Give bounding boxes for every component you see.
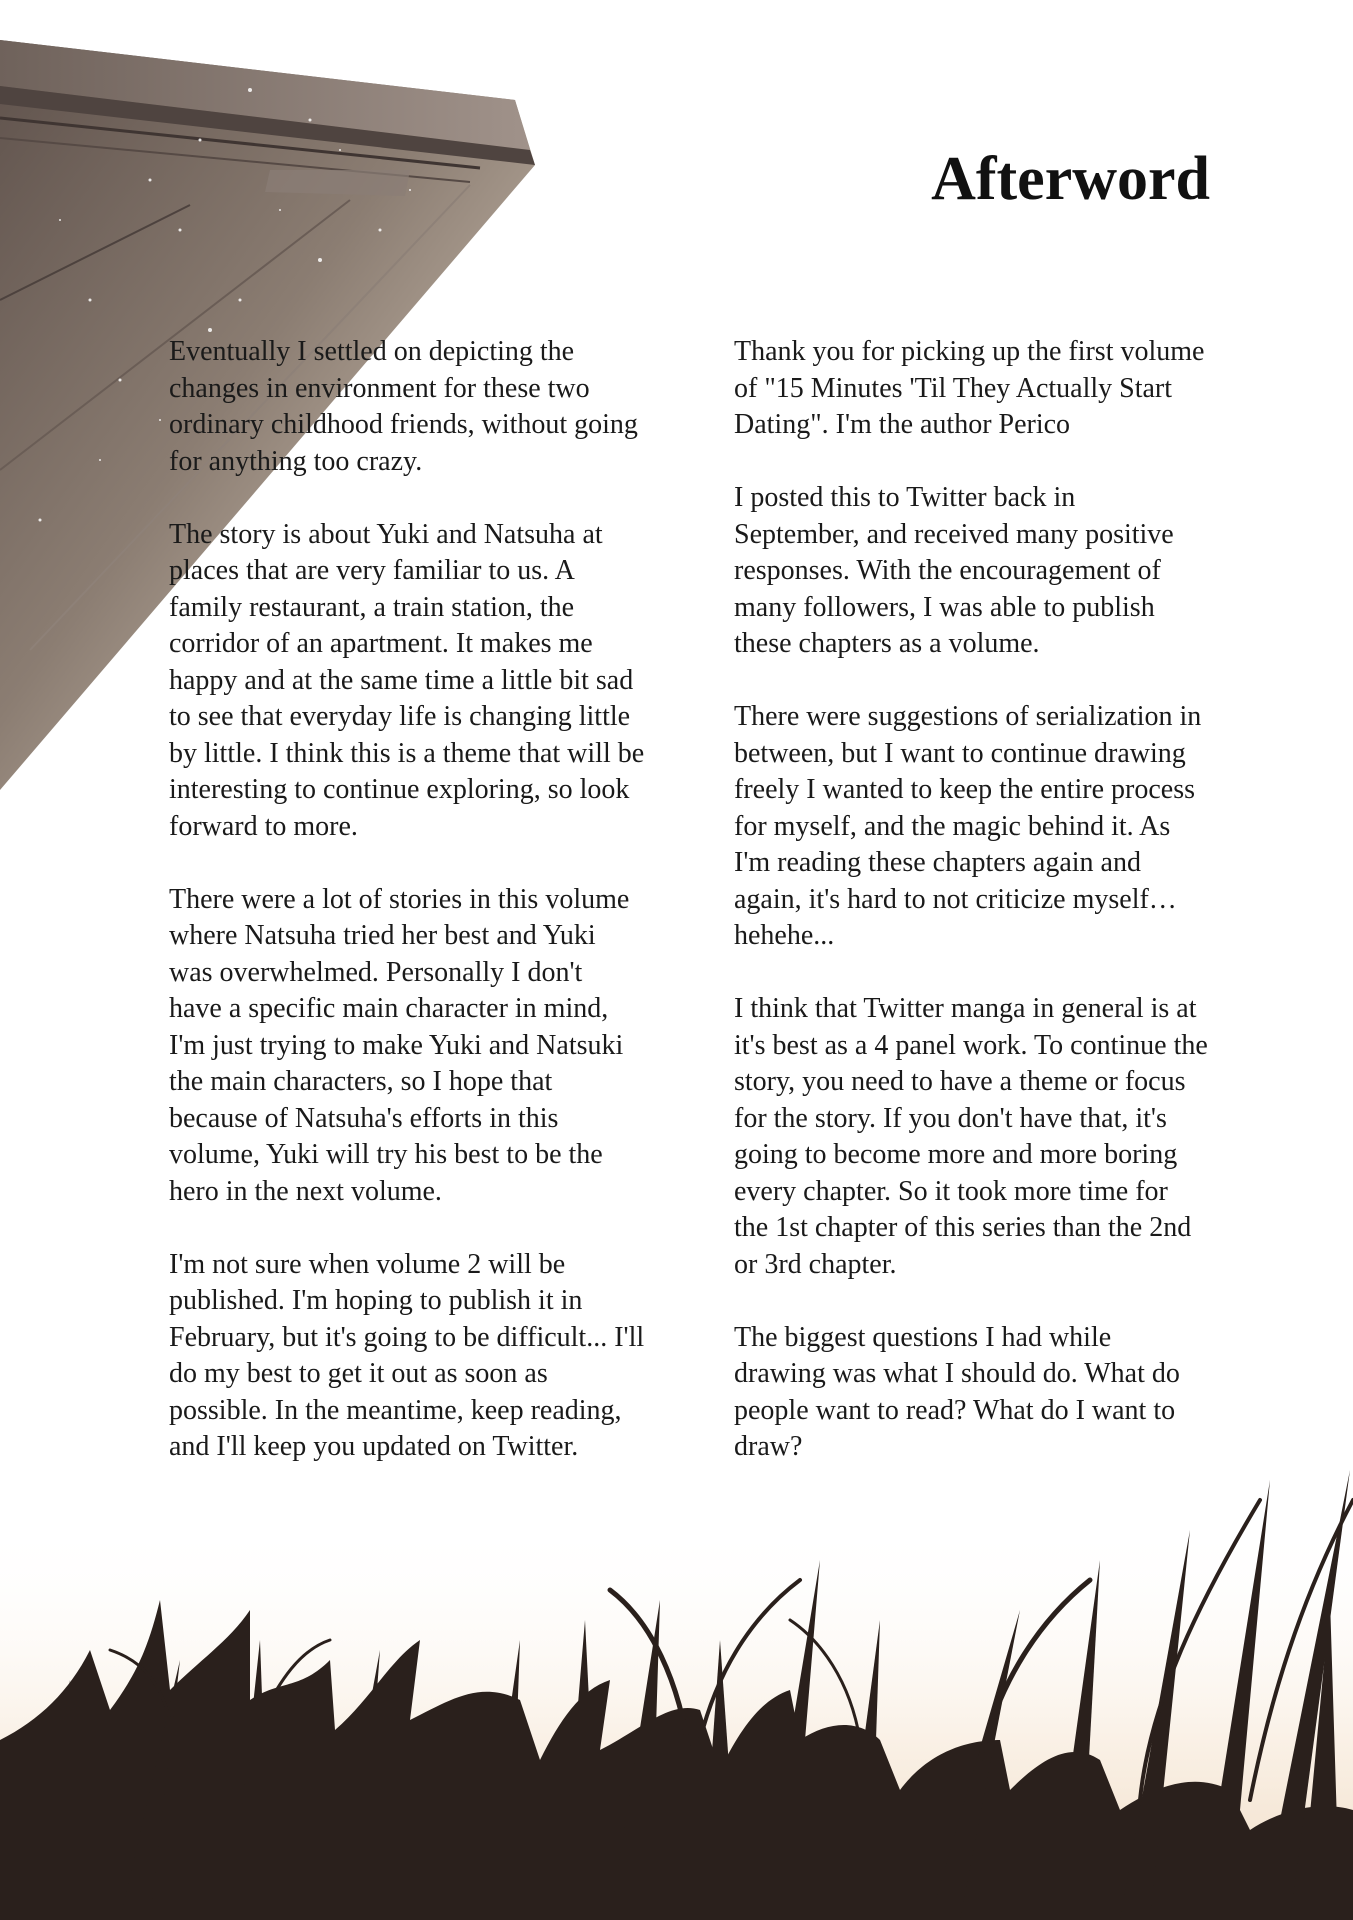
- paragraph: There were a lot of stories in this volume where Natsuha tried her best and Yuki was overwhelmed. Personally I don't have a specific main character in mind, I'm just trying to make Yuki and Natsuki the main characters, so I hope that because of Natsuha's efforts in this volume, Yuki will try his best to be the hero in the next volume.: [169, 883, 630, 1207]
- paragraph: Eventually I settled on depicting the changes in environment for these two ordinary childhood friends, without going for anything too crazy.: [169, 336, 638, 477]
- paragraph: I posted this to Twitter back in September, and received many positive responses. With the encouragement of many followers, I was able to publish these chapters as a volume.: [734, 482, 1174, 659]
- paragraph: I'm not sure when volume 2 will be published. I'm hoping to publish it in February, but it's going to be difficult... I'll do my best to get it out as soon as possible. In the meantime, keep reading, and I'll keep you updated on Twitter.: [169, 1248, 645, 1462]
- paragraph: The biggest questions I had while drawing was what I should do. What do people want to read? What do I want to draw?: [734, 1321, 1180, 1462]
- left-text-column: [169, 334, 669, 1502]
- paragraph: There were suggestions of serialization in between, but I want to continue drawing freely I wanted to keep the entire process for myself, and the magic behind it. As I'm reading these chapters again and again, it's hard to not criticize myself… hehehe...: [734, 701, 1202, 951]
- paragraph: The story is about Yuki and Natsuha at places that are very familiar to us. A family restaurant, a train station, the corridor of an apartment. It makes me happy and at the same time a little bit sad to see that everyday life is changing little by little. I think this is a theme that will be interesting to continue exploring, so look forward to more.: [169, 518, 645, 842]
- paragraph: Thank you for picking up the first volume of "15 Minutes 'Til They Actually Start Dating". I'm the author Perico: [734, 336, 1205, 440]
- right-text-column: [734, 334, 1244, 1502]
- paragraph: I think that Twitter manga in general is at it's best as a 4 panel work. To continue the story, you need to have a theme or focus for the story. If you don't have that, it's going to become more and more boring every chapter. So it took more time for the 1st chapter of this series than the 2nd or 3rd chapter.: [734, 993, 1208, 1280]
- page-title: Afterword: [931, 145, 1210, 213]
